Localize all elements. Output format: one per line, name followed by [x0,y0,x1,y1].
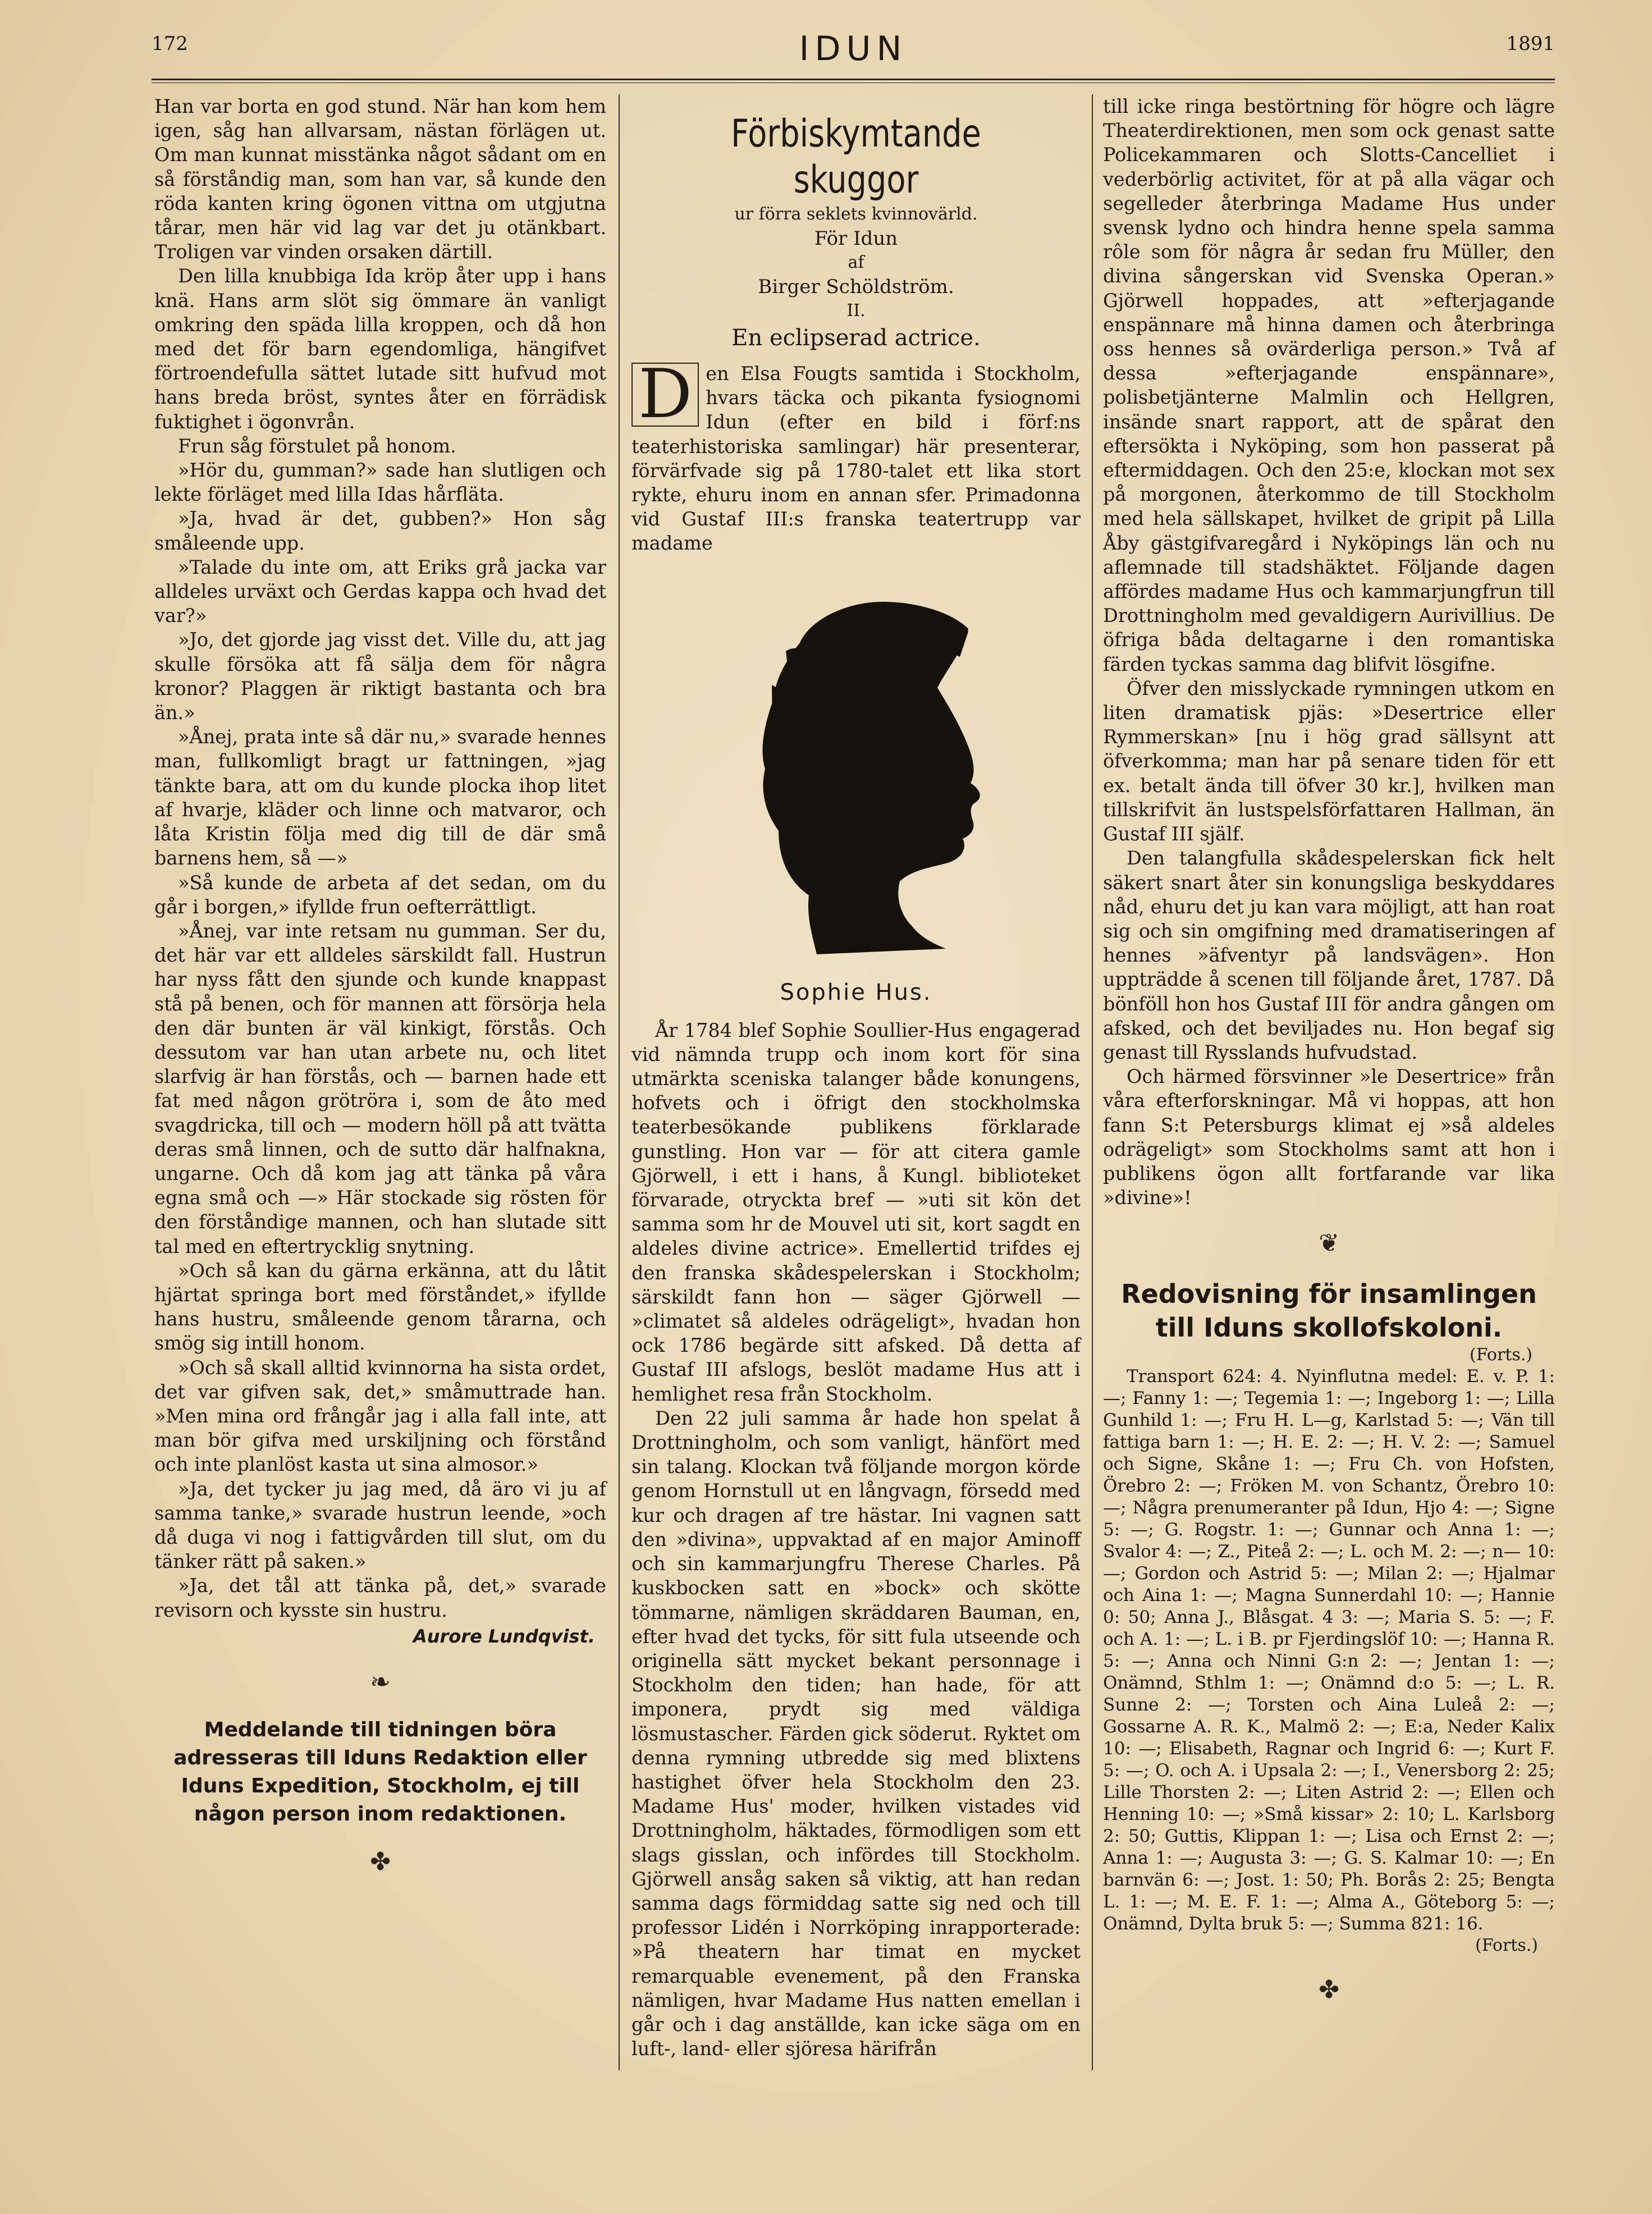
ornament-end-icon: ✤ [1319,1975,1339,2005]
continued-note-bottom: (Forts.) [1475,1936,1538,1956]
masthead-title: IDUN [799,29,908,68]
story-paragraph: »Ja, det tycker ju jag med, då äro vi ju af samma tanke,» svarade hustrun leende, »och då duga vi nog i fattigvården till slut, om du tänker rätt på saken.» [154,1477,606,1573]
story-paragraph: »Och så kan du gärna erkänna, att du låtit hjärtat springa bort med förståndet,» ifyllde hans hustru, småleende genom tårarna, och smög sig intill honom. [154,1259,606,1355]
column-continuation [1103,94,1555,2024]
story-paragraph: Frun såg förstulet på honom. [178,434,456,457]
story-paragraph: »Ja, hvad är det, gubben?» Hon såg småleende upp. [154,507,606,554]
drop-cap: D [631,363,699,427]
donations-title: Redovisning för insamlingen till Iduns skollofskoloni. [1121,1279,1537,1343]
page-number-left: 172 [152,33,188,55]
editorial-notice: Meddelande till tidningen böra adresseras till Iduns Redaktion eller Iduns Expedition, Stockholm, ej till någon person inom redaktionen. [173,1718,587,1826]
article-subtitle: ur förra seklets kvinnovärld. [734,204,978,224]
story-paragraph: »Hör du, gumman?» sade han slutligen och lekte förläget med lilla Idas hårfläta. [154,459,606,506]
column-story [154,94,606,1896]
article-lead-text: en Elsa Fougts samtida i Stockholm, hvars täcka och pikanta fysiognomi Idun (efter en bild i förf:ns teaterhistoriska samlingar) här presenterar, förvärfvade sig på 1780-talet ett lika stort rykte, ehuru inom en annan sfer. Primadonna vid Gustaf III:s franska teatertrupp var madame [631,363,1081,555]
grape-ornament-icon: ❦ [1319,1229,1339,1258]
continuation-paragraph: Den talangfulla skådespelerskan fick helt säkert snart åter sin konungsliga beskyddares nåd, ehuru det ju kan vara möjligt, att han roat sig och sin omgifning med dramatiseringen af hennes »äfventyr på landsvägen». Hon uppträdde å scenen till följande året, 1787. Då bönföll hon hos Gustaf III för andra gången om afsked, och det beviljades nu. Hon begaf sig genast till Rysslands hufvudstad. [1103,847,1555,1063]
article-author: Birger Schöldström. [758,276,954,298]
story-paragraph: »Ånej, prata inte så där nu,» svarade hennes man, fullkomligt bragt ur fattningen, »jag tänkte bara, att om du kunde plocka ihop litet af hvarje, kläder och linne och matvaror, och låta Kristin följa med dig till de där små barnens hem, så —» [154,726,606,870]
story-paragraph: »Så kunde de arbeta af det sedan, om du går i borgen,» ifyllde frun oefterrättligt. [154,871,606,918]
ornament-vignette-icon: ❧ [370,1668,391,1696]
story-paragraph: »Ånej, var inte retsam nu gumman. Ser du, det här var ett alldeles särskildt fall. Hustrun har nyss fått den sjunde och kunde knappast stå på benen, och för mannen att försörja hela den där bunten är väl kinkigt, förstås. Och dessutom var han utan arbete nu, och litet slarfvig är han förstås, och — barnen hade ett fat med någon grötröra i, som de åto med svagdricka, till och — modern höll på att tvätta deras små linnen, och de sutto där halfnakna, ungarne. Och då kom jag att tänka på våra egna små och —» Här stockade sig rösten för den förståndige mannen, och han slutade sitt tal med en eftertrycklig snytning. [154,920,606,1257]
silhouette-portrait [631,567,1081,971]
story-paragraph: Han var borta en god stund. När han kom hem igen, såg han allvarsam, nästan förlägen ut. Om man kunnat misstänka något sådant om en så förståndig man, som han var, så kunde den röda kanten kring ögonen vittna om utgjutna tårar, men här vid lag var det ju otänkbart. Troligen var vinden orsaken därtill. [154,95,606,263]
article-paragraph: Den 22 juli samma år hade hon spelat å Drottningholm, och som vanligt, hänfört med sin talang. Klockan två följande morgon körde genom Hornstull ut en långvagn, försedd med kur och dragen af tre hästar. Ini vagnen satt den »divina», uppvaktad af en major Aminoff och sin kammarjungfru Therese Charles. På kuskbocken satt en »bock» och skötte tömmarne, nämligen skräddaren Bauman, en, efter hvad det tycks, för sitt fula utseende och originella sätt mycket bekant personnage i Stockholm den tiden; han hade, för att imponera, prydt sig med väldiga lösmustascher. Färden gick söderut. Ryktet om denna rymning utbredde sig med blixtens hastighet öfver hela Stockholm den 23. Madame Hus' moder, hvilken vistades vid Drottningholm, häktades, förmodligen som ett slags gisslan, och infördes till Stockholm. Gjörwell ansåg saken så viktig, att han redan samma dags förmiddag satte sig ned och till professor Lidén i Norrköping inrapporterade: »På theatern har timat en mycket remarquable evenement, på den Franska nämligen, hvar Madame Hus natten emellan i går och i dag anställde, kan icke säga om en luft-, land- eller sjöresa härifrån [631,1407,1081,2060]
story-paragraph: »Och så skall alltid kvinnorna ha sista ordet, det var gifven sak, det,» småmuttrade han. »Men mina ord frångår jag i alla fall inte, att man bör gifva med urskiljning och förstånd och inte planlöst kasta ut sina almosor.» [154,1356,606,1476]
portrait-caption: Sophie Hus. [780,979,932,1005]
article-section-heading: En eclipserad actrice. [731,325,981,351]
article-for-line: För Idun [814,227,898,250]
continued-note-top: (Forts.) [1470,1345,1532,1365]
ornament-bottom-icon: ✤ [370,1847,391,1876]
article-af: af [848,253,864,272]
donations-list: Transport 624: 4. Nyinflutna medel: E. v. P. 1: —; Fanny 1: —; Tegemia 1: —; Ingeborg 1: —; Lilla Gunhild 1: —; Fru H. L—g, Karlstad 5: —; Vän till fattiga barn 1: —; H. E. 2: —; H. V. 2: —; Samuel och Signe, Skåne 1: —; Fru Ch. von Hofsten, Örebro 2: —; Fröken M. von Schantz, Örebro 10: —; Några prenumeranter på Idun, Hjo 4: —; Signe 5: —; G. Rogstr. 1: —; Gunnar och Anna 1: —; Svalor 4: —; Z., Piteå 2: —; L. och M. 2: —; n— 10: —; Gordon och Astrid 5: —; Milan 2: —; Hjalmar och Aina 1: —; Magna Sunnerdahl 10: —; Hannie 0: 50; Anna J., Blåsgat. 4 3: —; Maria S. 5: —; F. och A. 1: —; L. i B. pr Fjerdingslöf 10: —; Hanna R. 5: —; Anna och Ninni G:n 2: —; Jentan 1: —; Onämnd, Sthlm 1: —; Onämnd d:o 5: —; L. R. Sunne 2: —; Torsten och Aina Luleå 2: —; Gossarne A. R. K., Malmö 2: —; E:a, Neder Kalix 10: —; Elisabeth, Ragnar och Ingrid 6: —; Kurt F. 5: —; O. och A. i Upsala 2: —; I., Venersborg 2: 25; Lille Thorsten 2: —; Liten Astrid 2: —; Ellen och Henning 10: —; »Små kissar» 2: 10; L. Karlsborg 2: 50; Guttis, Klippan 1: —; Lisa och Ernst 2: —; Anna 1: —; Augusta 3: —; G. S. Kalmar 10: —; En barnvän 6: —; Jost. 1: 50; Ph. Borås 2: 25; Bengta L. 1: —; M. E. F. 1: —; Alma A., Göteborg 5: —; Onämnd, Dylta bruk 5: —; Summa 821: 16. [1103,1366,1555,1934]
story-paragraph: Den lilla knubbiga Ida kröp åter upp i hans knä. Hans arm slöt sig ömmare än vanligt omkring den späda lilla kroppen, och då hon med det för barn egendomliga, hängifvet förtroendefulla sättet lutade sitt hufvud mot hans breda bröst, syntes åter en förrädisk fuktighet i ögonvrån. [154,265,606,433]
continuation-paragraph: Och härmed försvinner »le Desertrice» från våra efterforskningar. Må vi hoppas, att hon fann S:t Petersburgs klimat ej »så aldeles odrägeligt» som Stockholms samt att hon i publikens ögon allt fortfarande var lika »divine»! [1103,1065,1555,1209]
column-divider-2 [1092,94,1093,2070]
silhouette-portrait-graphic [631,567,1081,971]
story-paragraph: »Talade du inte om, att Eriks grå jacka var alldeles urväxt och Gerdas kappa och hvad det var?» [154,556,606,627]
article-paragraph: År 1784 blef Sophie Soullier-Hus engagerad vid nämnda trupp och inom kort för sina utmärkta sceniska talanger både konungens, hofvets och i öfrigt den stockholmska teaterbesökande publikens förklarade gunstling. Hon var — för att citera gamle Gjörwell, i ett i hans, å Kungl. biblioteket förvarade, otryckta bref — »uti sit kön det samma som hr de Mouvel uti sit, kort sagdt en aldeles divine actrice». Emellertid trifdes ej den franska skådespelerskan i Stockholm; särskildt fann hon — säger Gjörwell — »climatet så aldeles odrägeligt», hvadan hon ock 1786 begärde sitt afsked. Då detta af Gustaf III afslogs, beslöt madame Hus att i hemlighet resa från Stockholm. [631,1019,1081,1405]
page-header [152,29,1555,83]
article-title: Förbiskymtande skuggor [731,112,981,202]
story-paragraph: »Ja, det tål att tänka på, det,» svarade revisorn och kysste sin hustru. [154,1575,606,1621]
author-signature: Aurore Lundqvist. [413,1625,595,1647]
header-rule [152,79,1555,80]
article-part-number: II. [846,301,866,321]
column-article [631,94,1081,2061]
continuation-paragraph: till icke ringa bestörtning för högre och lägre Theaterdirektionen, men som ock genast satte Policekammaren och Slotts-Cancelliet i vederbörlig activitet, för at på alla vägar och segelleder återbringa Madame Hus under svensk lydno och hindra henne spela samma rôle som för några år sedan fru Müller, den divina sångerskan vid Svenska Operan.» Gjörwell hoppades, att »efterjagande enspännare må hinna damen och återbringa oss hennes så ovärderliga person.» Två af dessa »efterjagande enspännare», polisbetjänterne Malmlin och Hellgren, insände snart rapport, att de spårat den eftersökta i Nyköping, som hon passerat på eftermiddagen. Och den 25:e, klockan mot sex på morgonen, återkommo de till Stockholm med hela sällskapet, hvilket de gripit på Lilla Åby gästgifvaregård i Nyköpings län och nu aflemnade till stadshäktet. Följande dagen affördes madame Hus och kammarjungfrun till Drottningholm med gevaldigern Aurivillius. De öfriga båda deltagarne i den romantiska färden tyckas samma dag blifvit lösgifne. [1103,95,1555,675]
page-year-right: 1891 [1506,33,1555,55]
article-lead-paragraph [631,355,1081,556]
column-divider-1 [619,94,620,2070]
continuation-paragraph: Öfver den misslyckade rymningen utkom en liten dramatisk pjäs: »Desertrice eller Rymmerskan» [nu i hög grad sällsynt att öfverkomma; man har på senare tiden för ett ex. betalt ända till öfver 30 kr.], hvilken man tillskrifvit än lustspelsförfattaren Hallman, än Gustaf III själf. [1103,677,1555,845]
story-paragraph: »Jo, det gjorde jag visst det. Ville du, att jag skulle försöka att få sälja dem för några kronor? Plaggen är riktigt bastanta och bra än.» [154,629,606,724]
